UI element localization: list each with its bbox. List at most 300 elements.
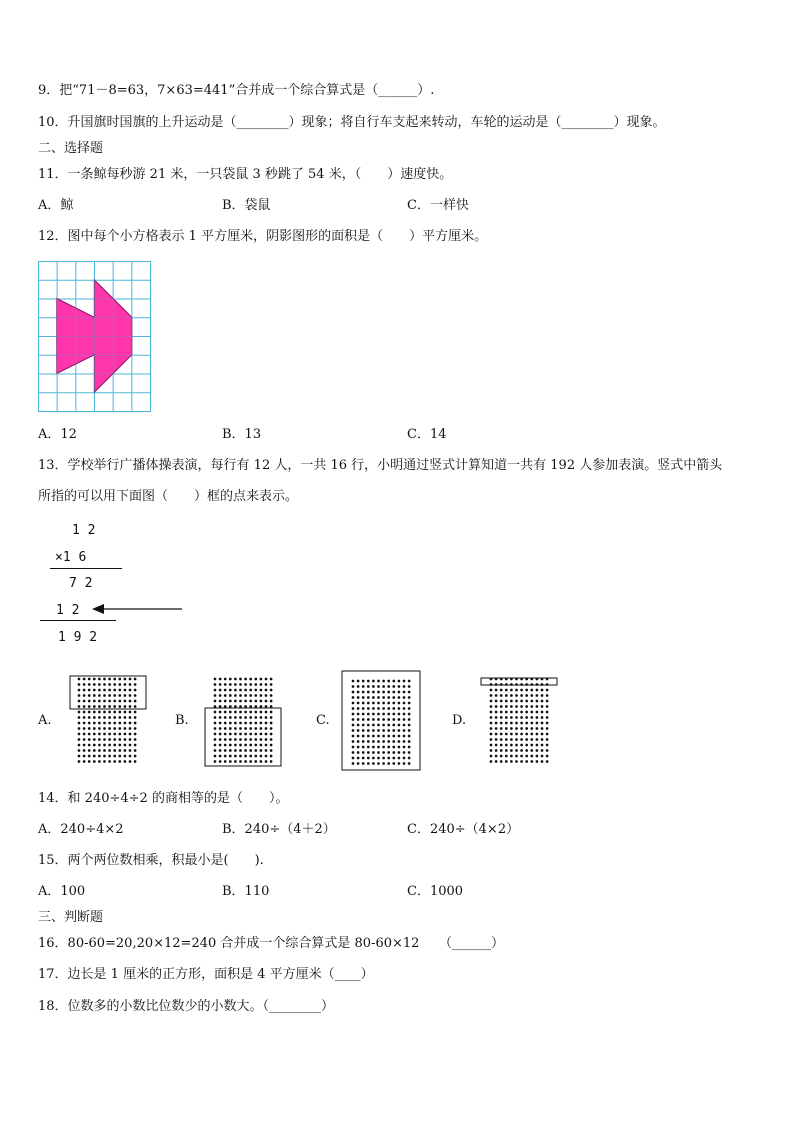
dot xyxy=(546,689,549,692)
dot xyxy=(530,711,533,714)
dot xyxy=(541,683,544,686)
dot xyxy=(229,760,232,763)
dot xyxy=(367,740,370,743)
dot xyxy=(536,722,539,725)
dot xyxy=(103,716,106,719)
dot xyxy=(387,735,390,738)
dot xyxy=(78,700,81,703)
dot xyxy=(124,683,127,686)
dot xyxy=(372,762,375,765)
dot xyxy=(78,744,81,747)
dot xyxy=(490,727,493,730)
dot xyxy=(398,724,401,727)
dot xyxy=(372,691,375,694)
dot xyxy=(239,694,242,697)
dot xyxy=(129,711,132,714)
dot xyxy=(387,729,390,732)
dot xyxy=(520,738,523,741)
dot xyxy=(270,733,273,736)
dot xyxy=(113,760,116,763)
dot xyxy=(525,705,528,708)
dot xyxy=(98,760,101,763)
dot xyxy=(229,689,232,692)
dot xyxy=(219,722,222,725)
dot xyxy=(403,757,406,760)
dot xyxy=(254,755,257,758)
dot xyxy=(78,733,81,736)
question-13-line-2: 所指的可以用下面图（ ）框的点来表示。 xyxy=(38,489,299,504)
dot xyxy=(515,700,518,703)
dot xyxy=(83,755,86,758)
dot xyxy=(118,711,121,714)
dot xyxy=(88,700,91,703)
dot xyxy=(83,700,86,703)
q14-option-c: C．240÷（4×2） xyxy=(407,822,520,837)
dot xyxy=(239,716,242,719)
dot xyxy=(530,744,533,747)
dot xyxy=(103,722,106,725)
dot xyxy=(505,755,508,758)
dot xyxy=(93,744,96,747)
dot xyxy=(362,757,365,760)
dot xyxy=(113,694,116,697)
dot xyxy=(520,689,523,692)
dot xyxy=(392,691,395,694)
dot xyxy=(244,760,247,763)
dot xyxy=(546,700,549,703)
dot xyxy=(372,729,375,732)
dot xyxy=(525,678,528,681)
dot xyxy=(214,755,217,758)
dot xyxy=(392,724,395,727)
dot xyxy=(270,738,273,741)
dot xyxy=(541,689,544,692)
dot xyxy=(495,760,498,763)
dot xyxy=(510,755,513,758)
dot xyxy=(536,705,539,708)
dot xyxy=(229,705,232,708)
dot xyxy=(372,713,375,716)
dot xyxy=(98,749,101,752)
dot xyxy=(270,683,273,686)
dot xyxy=(239,760,242,763)
dot xyxy=(546,760,549,763)
dot xyxy=(382,691,385,694)
dot xyxy=(234,727,237,730)
dot xyxy=(372,702,375,705)
dot xyxy=(260,760,263,763)
dot xyxy=(515,678,518,681)
dot xyxy=(398,707,401,710)
dot xyxy=(387,680,390,683)
dot xyxy=(367,746,370,749)
dot xyxy=(244,689,247,692)
dot xyxy=(403,718,406,721)
dot xyxy=(408,757,411,760)
grid-lines-overlay xyxy=(38,261,151,412)
dot xyxy=(387,751,390,754)
dot xyxy=(118,744,121,747)
dot xyxy=(129,760,132,763)
dot xyxy=(234,705,237,708)
dot xyxy=(490,722,493,725)
q11-option-a: A．鲸 xyxy=(38,198,74,213)
dot xyxy=(515,760,518,763)
dot xyxy=(357,696,360,699)
dot xyxy=(398,696,401,699)
dot xyxy=(510,683,513,686)
dot xyxy=(520,694,523,697)
dot xyxy=(249,738,252,741)
dot xyxy=(108,738,111,741)
dot xyxy=(382,713,385,716)
dot xyxy=(520,760,523,763)
dot xyxy=(224,689,227,692)
dot xyxy=(270,744,273,747)
dot xyxy=(108,749,111,752)
dot xyxy=(367,757,370,760)
dot xyxy=(88,738,91,741)
dot xyxy=(229,722,232,725)
dot xyxy=(546,678,549,681)
dot xyxy=(88,727,91,730)
dot xyxy=(254,749,257,752)
dot xyxy=(505,749,508,752)
calc-row-3: 7 2 xyxy=(69,576,93,591)
dot xyxy=(124,749,127,752)
dot xyxy=(134,755,137,758)
q12-option-c: C．14 xyxy=(407,427,447,442)
dot xyxy=(525,727,528,730)
dot xyxy=(530,749,533,752)
dot xyxy=(530,716,533,719)
dot xyxy=(134,683,137,686)
dot xyxy=(377,724,380,727)
dot xyxy=(88,760,91,763)
dot xyxy=(214,716,217,719)
dot xyxy=(490,760,493,763)
dot xyxy=(108,700,111,703)
dot xyxy=(219,678,222,681)
dot xyxy=(244,738,247,741)
dot xyxy=(224,678,227,681)
dot xyxy=(403,729,406,732)
dot xyxy=(270,689,273,692)
dot xyxy=(520,716,523,719)
dot xyxy=(214,700,217,703)
question-11: 11．一条鲸每秒游 21 米，一只袋鼠 3 秒跳了 54 米，（ ）速度快。 xyxy=(38,167,453,182)
dot xyxy=(377,751,380,754)
dot-grid-d xyxy=(480,675,560,767)
dot xyxy=(219,738,222,741)
dot xyxy=(254,694,257,697)
dot xyxy=(265,722,268,725)
dot xyxy=(249,760,252,763)
dot xyxy=(239,678,242,681)
dot xyxy=(108,760,111,763)
dot xyxy=(530,755,533,758)
dot xyxy=(495,700,498,703)
dot xyxy=(367,724,370,727)
q13-option-b: B. xyxy=(175,713,189,728)
dot xyxy=(244,733,247,736)
dot xyxy=(520,727,523,730)
dot xyxy=(260,689,263,692)
dot xyxy=(357,707,360,710)
dot xyxy=(408,751,411,754)
dot xyxy=(108,722,111,725)
dot xyxy=(398,680,401,683)
dot xyxy=(546,733,549,736)
dot xyxy=(260,705,263,708)
dot xyxy=(362,729,365,732)
dot xyxy=(408,724,411,727)
dot xyxy=(541,678,544,681)
dot xyxy=(260,716,263,719)
dot xyxy=(254,727,257,730)
dot xyxy=(265,733,268,736)
dot xyxy=(505,733,508,736)
dot xyxy=(403,713,406,716)
dot xyxy=(392,751,395,754)
dot xyxy=(254,733,257,736)
dot xyxy=(398,685,401,688)
dot xyxy=(103,744,106,747)
dot xyxy=(98,738,101,741)
dot xyxy=(541,744,544,747)
dot xyxy=(525,744,528,747)
dot xyxy=(265,760,268,763)
dot xyxy=(88,683,91,686)
dot xyxy=(520,683,523,686)
dot xyxy=(239,683,242,686)
dot xyxy=(270,727,273,730)
dot xyxy=(93,755,96,758)
dot xyxy=(219,744,222,747)
dot xyxy=(239,755,242,758)
dot xyxy=(500,678,503,681)
dot xyxy=(229,733,232,736)
dot xyxy=(129,755,132,758)
dot xyxy=(357,724,360,727)
q14-option-a: A．240÷4×2 xyxy=(38,822,124,837)
dot xyxy=(113,749,116,752)
dot xyxy=(382,751,385,754)
dot xyxy=(98,744,101,747)
dot xyxy=(229,744,232,747)
dot xyxy=(113,711,116,714)
dot xyxy=(265,678,268,681)
dot xyxy=(118,694,121,697)
dot xyxy=(530,683,533,686)
dot xyxy=(78,689,81,692)
dot xyxy=(525,733,528,736)
dot xyxy=(490,716,493,719)
dot xyxy=(387,724,390,727)
dot xyxy=(495,755,498,758)
dot xyxy=(260,755,263,758)
dot xyxy=(103,683,106,686)
dot xyxy=(352,762,355,765)
dot xyxy=(367,707,370,710)
dot xyxy=(500,722,503,725)
dot xyxy=(392,735,395,738)
dot xyxy=(490,705,493,708)
dot xyxy=(536,694,539,697)
dot xyxy=(249,744,252,747)
dot xyxy=(103,678,106,681)
question-13-line-1: 13．学校举行广播体操表演，每行有 12 人，一共 16 行，小明通过竖式计算知道一共有 192 人参加表演。竖式中箭头 xyxy=(38,458,723,473)
dot xyxy=(219,760,222,763)
dot xyxy=(254,711,257,714)
dot xyxy=(124,722,127,725)
dot xyxy=(134,722,137,725)
dot xyxy=(118,733,121,736)
dot xyxy=(505,722,508,725)
dot xyxy=(530,760,533,763)
dot xyxy=(214,694,217,697)
dot xyxy=(372,685,375,688)
dot xyxy=(510,694,513,697)
dot xyxy=(367,702,370,705)
dot xyxy=(546,705,549,708)
dot xyxy=(214,705,217,708)
dot xyxy=(249,749,252,752)
dot xyxy=(118,738,121,741)
dot xyxy=(367,762,370,765)
dot xyxy=(83,716,86,719)
dot xyxy=(229,700,232,703)
dot xyxy=(234,749,237,752)
dot xyxy=(78,716,81,719)
dot xyxy=(134,760,137,763)
calc-row-1: 1 2 xyxy=(72,523,96,538)
dot xyxy=(367,680,370,683)
dot xyxy=(541,738,544,741)
arrow-pointer xyxy=(92,602,184,616)
dot xyxy=(229,678,232,681)
dot xyxy=(270,760,273,763)
dot xyxy=(357,680,360,683)
dot xyxy=(392,740,395,743)
dot xyxy=(362,713,365,716)
dot xyxy=(249,733,252,736)
dot xyxy=(505,705,508,708)
dot xyxy=(93,738,96,741)
dot xyxy=(270,716,273,719)
dot xyxy=(367,735,370,738)
dot xyxy=(525,749,528,752)
dot xyxy=(408,685,411,688)
dot xyxy=(113,705,116,708)
dot xyxy=(520,755,523,758)
dot xyxy=(83,678,86,681)
dot xyxy=(505,694,508,697)
section-judgement-heading: 三、判断题 xyxy=(38,910,104,925)
dot xyxy=(403,680,406,683)
dot xyxy=(398,746,401,749)
dot xyxy=(530,705,533,708)
q15-option-c: C．1000 xyxy=(407,884,464,899)
dot xyxy=(83,733,86,736)
dot xyxy=(239,689,242,692)
dot xyxy=(541,722,544,725)
dot xyxy=(270,694,273,697)
dot xyxy=(530,689,533,692)
dot xyxy=(362,702,365,705)
dot xyxy=(224,755,227,758)
dot xyxy=(541,705,544,708)
dot xyxy=(118,755,121,758)
dot xyxy=(500,749,503,752)
dot xyxy=(129,683,132,686)
dot xyxy=(88,716,91,719)
question-17: 17．边长是 1 厘米的正方形，面积是 4 平方厘米（____） xyxy=(38,967,374,982)
dot xyxy=(249,689,252,692)
dot xyxy=(536,749,539,752)
dot xyxy=(129,700,132,703)
dot xyxy=(500,689,503,692)
dot xyxy=(129,716,132,719)
dot xyxy=(377,685,380,688)
dot xyxy=(83,738,86,741)
dot xyxy=(249,683,252,686)
dot xyxy=(510,738,513,741)
dot xyxy=(490,744,493,747)
dot xyxy=(398,740,401,743)
dot xyxy=(98,689,101,692)
dot xyxy=(254,738,257,741)
dot xyxy=(214,738,217,741)
dot xyxy=(525,694,528,697)
dot xyxy=(403,702,406,705)
dot xyxy=(83,694,86,697)
dot xyxy=(500,744,503,747)
dot xyxy=(536,711,539,714)
dot xyxy=(103,727,106,730)
dot xyxy=(113,700,116,703)
dot xyxy=(372,740,375,743)
dot xyxy=(546,711,549,714)
dot xyxy=(78,694,81,697)
dot xyxy=(367,696,370,699)
dot xyxy=(536,738,539,741)
dot xyxy=(352,718,355,721)
dot xyxy=(134,716,137,719)
dot xyxy=(124,738,127,741)
dot xyxy=(392,713,395,716)
dot xyxy=(495,749,498,752)
dot xyxy=(490,733,493,736)
dot xyxy=(103,738,106,741)
dot xyxy=(265,744,268,747)
dot xyxy=(392,718,395,721)
dot xyxy=(392,729,395,732)
dot xyxy=(377,762,380,765)
dot xyxy=(224,744,227,747)
dot xyxy=(239,738,242,741)
dot xyxy=(118,722,121,725)
dot xyxy=(103,700,106,703)
dot xyxy=(270,722,273,725)
dot xyxy=(362,762,365,765)
dot xyxy=(515,744,518,747)
dot xyxy=(118,700,121,703)
dot xyxy=(88,755,91,758)
dot xyxy=(234,760,237,763)
dot xyxy=(530,733,533,736)
dot xyxy=(244,700,247,703)
